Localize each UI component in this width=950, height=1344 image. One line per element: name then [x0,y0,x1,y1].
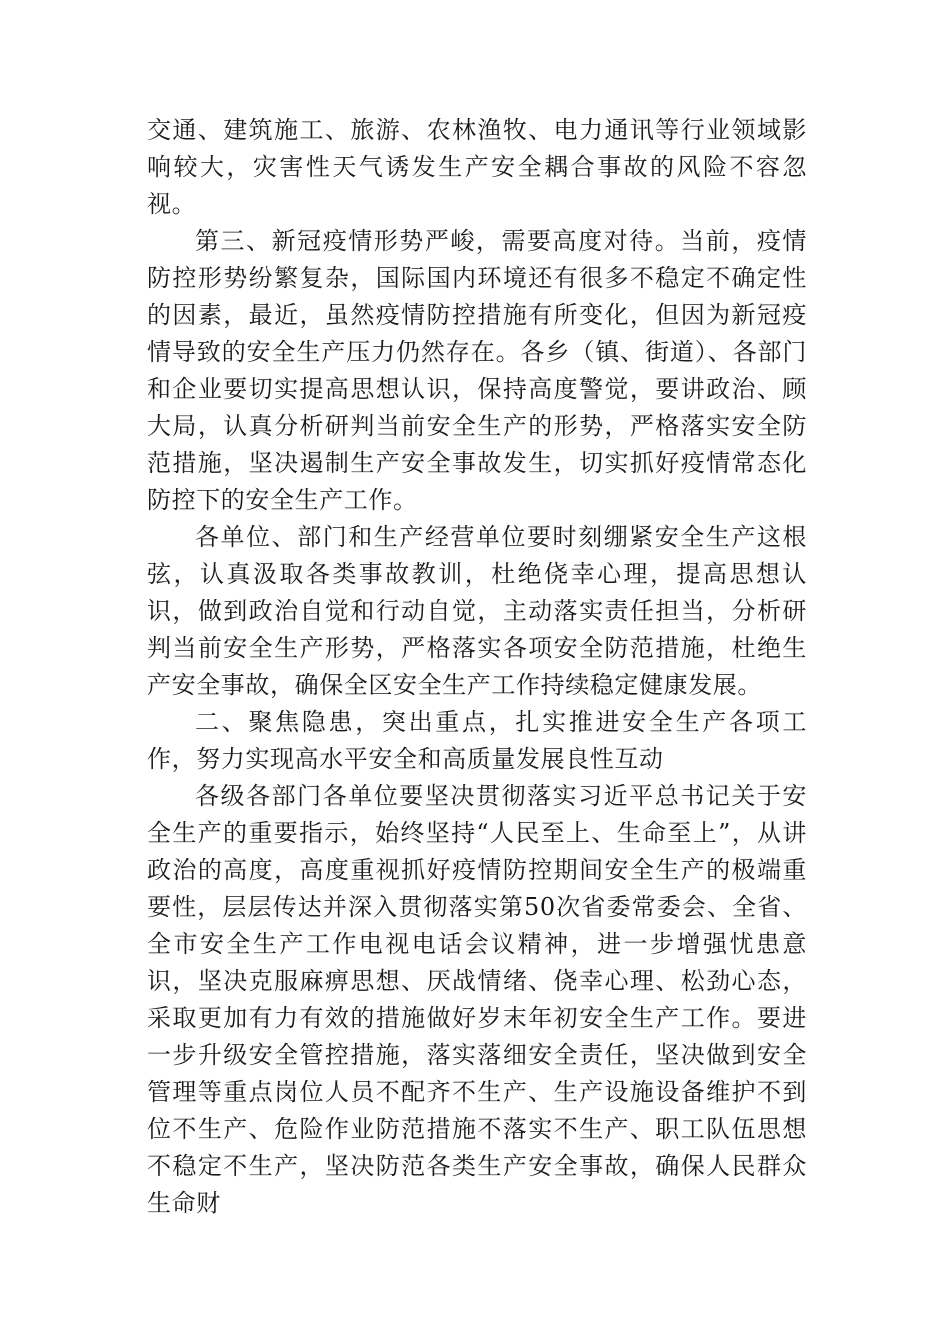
document-page [147,112,807,1222]
section-heading-two: 二、聚焦隐患，突出重点，扎实推进安全生产各项工作，努力实现高水平安全和高质量发展良性互动 [147,708,807,773]
paragraph-implementation: 各级各部门各单位要坚决贯彻落实习近平总书记关于安全生产的重要指示，始终坚持“人民至上、生命至上”，从讲政治的高度，高度重视抓好疫情防控期间安全生产的极端重要性，层层传达并深入贯彻落实第50次省委常委会、全省、全市安全生产工作电视电话会议精神，进一步增强忧患意识，坚决克服麻痹思想、厌战情绪、侥幸心理、松劲心态，采取更加有力有效的措施做好岁末年初安全生产工作。要进一步升级安全管控措施，落实落细安全责任，坚决做到安全管理等重点岗位人员不配齐不生产、生产设施设备维护不到位不生产、危险作业防范措施不落实不生产、职工队伍思想不稳定不生产，坚决防范各类生产安全事故，确保人民群众生命财 [147,782,807,1217]
paragraph-units-requirement: 各单位、部门和生产经营单位要时刻绷紧安全生产这根弦，认真汲取各类事故教训，杜绝侥幸心理，提高思想认识，做到政治自觉和行动自觉，主动落实责任担当，分析研判当前安全生产形势，严格落实各项安全防范措施，杜绝生产安全事故，确保全区安全生产工作持续稳定健康发展。 [147,523,807,699]
paragraph-third-point: 第三、新冠疫情形势严峻，需要高度对待。当前，疫情防控形势纷繁复杂，国际国内环境还有很多不稳定不确定性的因素，最近，虽然疫情防控措施有所变化，但因为新冠疫情导致的安全生产压力仍然存在。各乡（镇、街道）、各部门和企业要切实提高思想认识，保持高度警觉，要讲政治、顾大局，认真分析研判当前安全生产的形势，严格落实安全防范措施，坚决遏制生产安全事故发生，切实抓好疫情常态化防控下的安全生产工作。 [147,227,807,514]
paragraph-continuation: 交通、建筑施工、旅游、农林渔牧、电力通讯等行业领域影响较大，灾害性天气诱发生产安全耦合事故的风险不容忽视。 [147,116,807,218]
